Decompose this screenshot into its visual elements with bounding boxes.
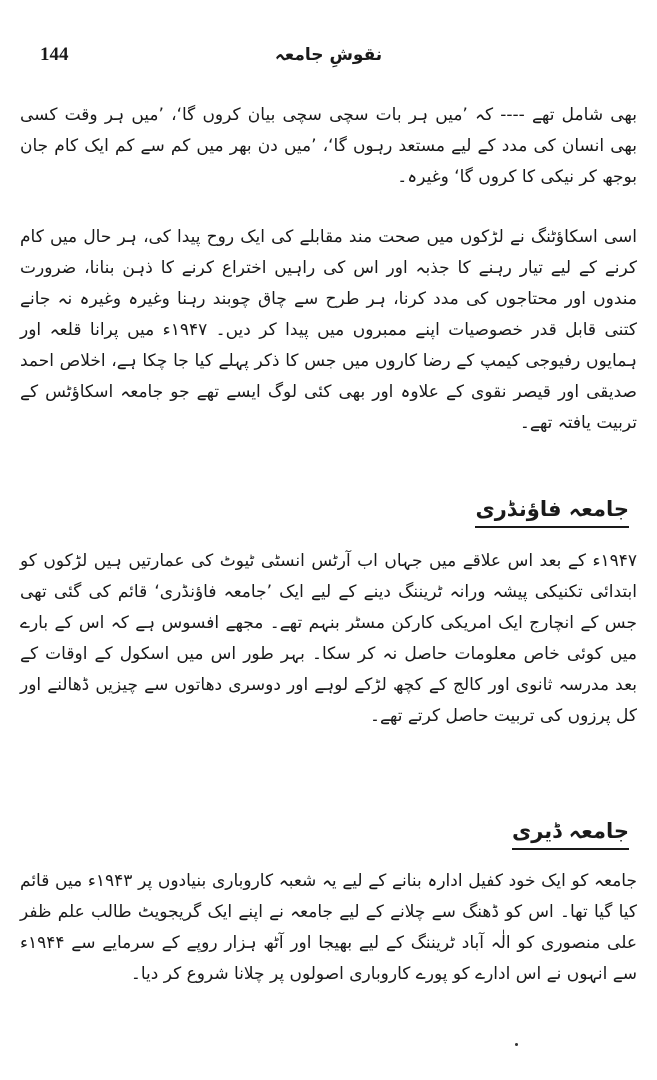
running-title: نقوشِ جامعہ <box>274 45 383 65</box>
section-heading-foundry <box>475 494 629 528</box>
paragraph-scout-pledges: بھی شامل تھے ---- کہ ’میں ہر بات سچی سچی بیان کروں گا‘، ’میں ہر وقت کسی بھی انسان کی مدد کے لیے مستعد رہوں گا‘، ’میں دن بھر میں کم سے کم ایک کام جان بوجھ کر نیکی کا کروں گا‘ وغیرہ۔ <box>20 105 637 187</box>
section-heading-dairy <box>512 816 629 850</box>
print-speck <box>515 1043 518 1046</box>
page-header <box>0 44 657 74</box>
paragraph-dairy: جامعہ کو ایک خود کفیل ادارہ بنانے کے لیے یہ شعبہ کاروباری بنیادوں پر ۱۹۴۳ء میں قائم کیا گیا تھا۔ اس کو ڈھنگ سے چلانے کے لیے جامعہ نے اپنے ایک گریجویٹ طالب علم ظفر علی منصوری کو الٰہ آباد ٹریننگ کے لیے بھیجا اور آٹھ ہزار روپے کے سرمایے سے ۱۹۴۴ء سے انہوں نے اس ادارے کو پورے کاروباری اصولوں پر چلانا شروع کر دیا۔ <box>20 871 637 984</box>
heading-foundry-text: جامعہ فاؤنڈری <box>475 497 629 521</box>
page-number: 144 <box>40 44 69 65</box>
heading-underline <box>475 526 629 528</box>
paragraph-foundry: ۱۹۴۷ء کے بعد اس علاقے میں جہاں اب آرٹس انسٹی ٹیوٹ کی عمارتیں ہیں لڑکوں کو ابتدائی تکنیکی پیشہ ورانہ ٹریننگ دینے کے لیے ایک ’جامعہ فاؤنڈری‘ قائم کی گئی تھی جس کے انچارج ایک امریکی کارکن مسٹر بنہم تھے۔ مجھے افسوس ہے کہ اس کے بارے میں کوئی خاص معلومات حاصل نہ کر سکا۔ بہر طور اس میں اسکول کے اوقات کے بعد مدرسہ ثانوی اور کالج کے کچھ لڑکے لوہے اور دوسری دھاتوں سے چیزیں ڈھالنے اور کل پرزوں کی تربیت حاصل کرتے تھے۔ <box>20 551 637 726</box>
paragraph-scouting-qualities: اسی اسکاؤٹنگ نے لڑکوں میں صحت مند مقابلے کی ایک روح پیدا کی، ہر حال میں کام کرنے کے لیے تیار رہنے کا جذبہ اور اس کی راہیں اختراع کرنے کا ذہن بنانا، ضرورت مندوں اور محتاجوں کی مدد کرنا، ہر طرح سے چاق چوبند رہنا وغیرہ وغیرہ نہ جانے کتنی قابل قدر خصوصیات اپنے ممبروں میں پیدا کر دیں۔ ۱۹۴۷ء میں پرانا قلعہ اور ہمایوں رفیوجی کیمپ کے رضا کاروں میں جس کا ذکر پہلے کیا جا چکا ہے، اخلاص احمد صدیقی اور قیصر نقوی کے علاوہ اور بھی کئی لوگ ایسے تھے جو جامعہ اسکاؤٹس کے تربیت یافتہ تھے۔ <box>20 227 637 433</box>
heading-dairy-text: جامعہ ڈیری <box>511 819 629 843</box>
heading-underline <box>512 848 629 850</box>
